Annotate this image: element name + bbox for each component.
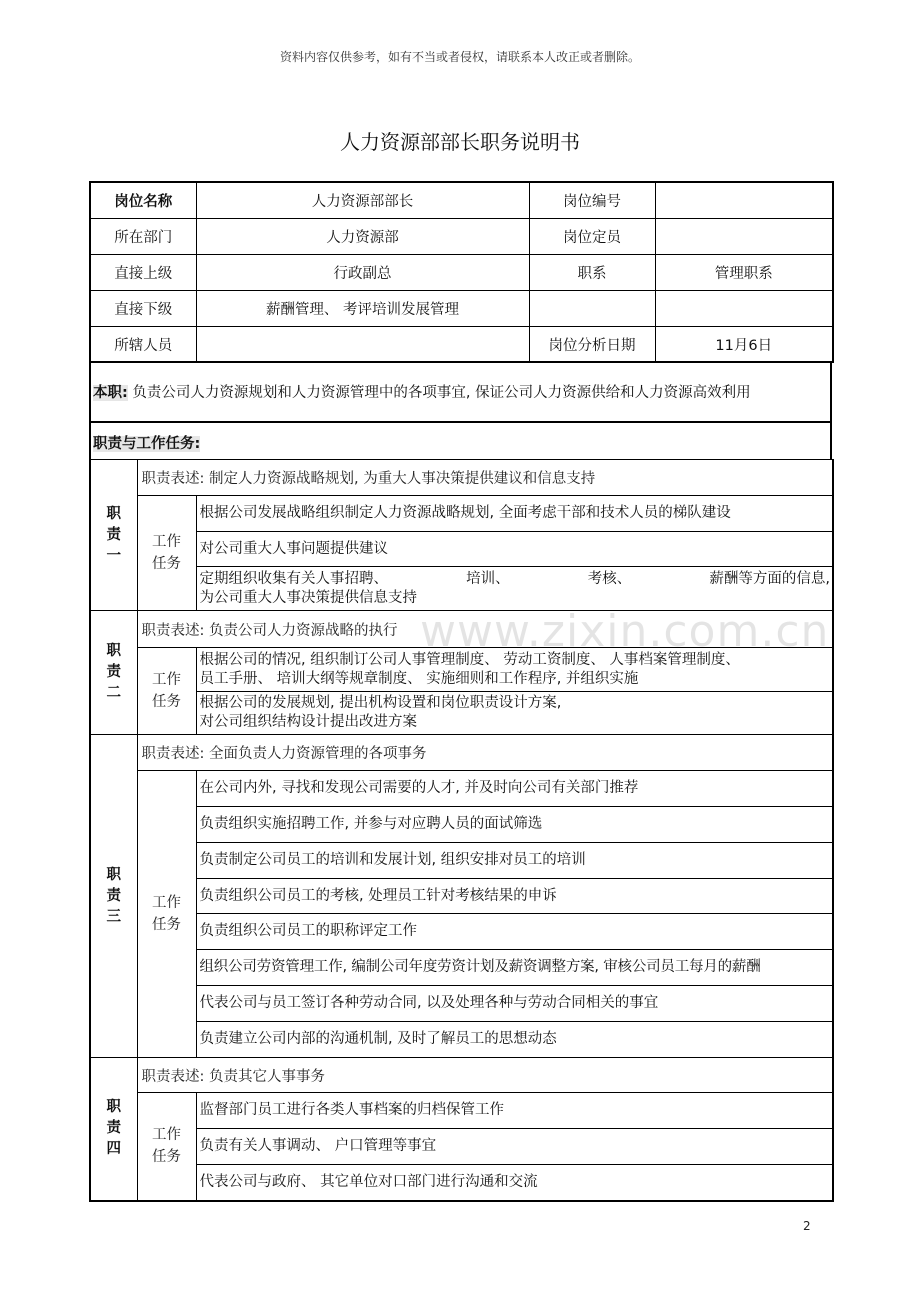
staff-label: 所辖人员 (90, 326, 196, 362)
duty-2-task-1: 根据公司的情况, 组织制订公司人事管理制度、 劳动工资制度、 人事档案管理制度、 员工手册、 培训大纲等规章制度、 实施细则和工作程序, 并组织实施 (196, 648, 833, 692)
duty-4-task-3: 代表公司与政府、 其它单位对口部门进行沟通和交流 (196, 1165, 833, 1201)
table-row (90, 1093, 833, 1129)
series-value: 管理职系 (655, 254, 833, 290)
duty-3-task-6: 组织公司劳资管理工作, 编制公司年度劳资计划及薪资调整方案, 审核公司员工每月的薪酬 (196, 950, 833, 986)
table-row (90, 460, 833, 496)
table-row (90, 254, 833, 290)
duty-3-task-3: 负责制定公司员工的培训和发展计划, 组织安排对员工的培训 (196, 843, 833, 879)
table-row (90, 567, 833, 611)
post-no-label: 岗位编号 (529, 182, 655, 218)
duty-1-task-label: 工作 任务 (137, 496, 196, 611)
duty-3-task-5: 负责组织公司员工的职称评定工作 (196, 914, 833, 950)
duties-heading-text: 职责与工作任务: (93, 436, 201, 452)
table-row (90, 1165, 833, 1201)
duties-heading (89, 423, 832, 459)
table-row (90, 182, 833, 218)
duty-2-task-label: 工作 任务 (137, 648, 196, 735)
empty-cell (529, 290, 655, 326)
position-info-table (89, 181, 834, 363)
table-row (90, 914, 833, 950)
quota-value (655, 218, 833, 254)
duty-1-task-2: 对公司重大人事问题提供建议 (196, 532, 833, 567)
empty-cell (655, 290, 833, 326)
duty-4-statement: 职责表述: 负责其它人事事务 (137, 1058, 833, 1093)
table-row (90, 843, 833, 879)
table-row (90, 1058, 833, 1093)
duty-3-task-8: 负责建立公司内部的沟通机制, 及时了解员工的思想动态 (196, 1022, 833, 1058)
staff-value (196, 326, 529, 362)
core-responsibility (89, 361, 832, 423)
page-number: 2 (803, 1219, 811, 1233)
duty-3-statement: 职责表述: 全面负责人力资源管理的各项事务 (137, 735, 833, 771)
duty-2-statement: 职责表述: 负责公司人力资源战略的执行 (137, 611, 833, 648)
table-row (90, 771, 833, 807)
duty-3-task-1: 在公司内外, 寻找和发现公司需要的人才, 并及时向公司有关部门推荐 (196, 771, 833, 807)
duty-1-task-3: 定期组织收集有关人事招聘、 培训、 考核、 薪酬等方面的信息, 为公司重大人事决策提供信息支持 (196, 567, 833, 611)
core-text: 负责公司人力资源规划和人力资源管理中的各项事宜, 保证公司人力资源供给和人力资源高效利用 (127, 385, 751, 401)
duty-1-title: 职 责 一 (90, 460, 137, 611)
table-row (90, 1022, 833, 1058)
table-row (90, 986, 833, 1022)
table-row (90, 532, 833, 567)
table-row (90, 807, 833, 843)
series-label: 职系 (529, 254, 655, 290)
duty-4-task-2: 负责有关人事调动、 户口管理等事宜 (196, 1129, 833, 1165)
duties-table (89, 459, 834, 1202)
table-row (90, 692, 833, 735)
table-row (90, 496, 833, 532)
duty-4-task-label: 工作 任务 (137, 1093, 196, 1201)
duty-2-title: 职 责 二 (90, 611, 137, 735)
duty-3-task-label: 工作 任务 (137, 771, 196, 1058)
duty-4-title: 职 责 四 (90, 1058, 137, 1201)
quota-label: 岗位定员 (529, 218, 655, 254)
table-row (90, 1129, 833, 1165)
duty-4-task-1: 监督部门员工进行各类人事档案的归档保管工作 (196, 1093, 833, 1129)
post-no-value (655, 182, 833, 218)
disclaimer-text: 资料内容仅供参考，如有不当或者侵权，请联系本人改正或者删除。 (279, 50, 640, 64)
table-row (90, 326, 833, 362)
post-name-value: 人力资源部部长 (196, 182, 529, 218)
subordinate-value: 薪酬管理、 考评培训发展管理 (196, 290, 529, 326)
superior-value: 行政副总 (196, 254, 529, 290)
duty-3-task-4: 负责组织公司员工的考核, 处理员工针对考核结果的申诉 (196, 879, 833, 914)
duty-2-task-2: 根据公司的发展规划, 提出机构设置和岗位职责设计方案, 对公司组织结构设计提出改进方案 (196, 692, 833, 735)
table-row (90, 735, 833, 771)
subordinate-label: 直接下级 (90, 290, 196, 326)
dept-value: 人力资源部 (196, 218, 529, 254)
duty-1-statement: 职责表述: 制定人力资源战略规划, 为重大人事决策提供建议和信息支持 (137, 460, 833, 496)
superior-label: 直接上级 (90, 254, 196, 290)
watermark: www.zixin.com.cn (420, 606, 830, 657)
analysis-date-label: 岗位分析日期 (529, 326, 655, 362)
table-row (90, 879, 833, 914)
duty-3-title: 职 责 三 (90, 735, 137, 1058)
table-row (90, 950, 833, 986)
core-label: 本职: (93, 385, 128, 401)
analysis-date-value: 11月6日 (655, 326, 833, 362)
document-title: 人力资源部部长职务说明书 (340, 130, 580, 154)
post-name-label: 岗位名称 (90, 182, 196, 218)
duty-3-task-2: 负责组织实施招聘工作, 并参与对应聘人员的面试筛选 (196, 807, 833, 843)
dept-label: 所在部门 (90, 218, 196, 254)
duty-3-task-7: 代表公司与员工签订各种劳动合同, 以及处理各种与劳动合同相关的事宜 (196, 986, 833, 1022)
table-row (90, 290, 833, 326)
table-row (90, 218, 833, 254)
duty-1-task-1: 根据公司发展战略组织制定人力资源战略规划, 全面考虑干部和技术人员的梯队建设 (196, 496, 833, 532)
